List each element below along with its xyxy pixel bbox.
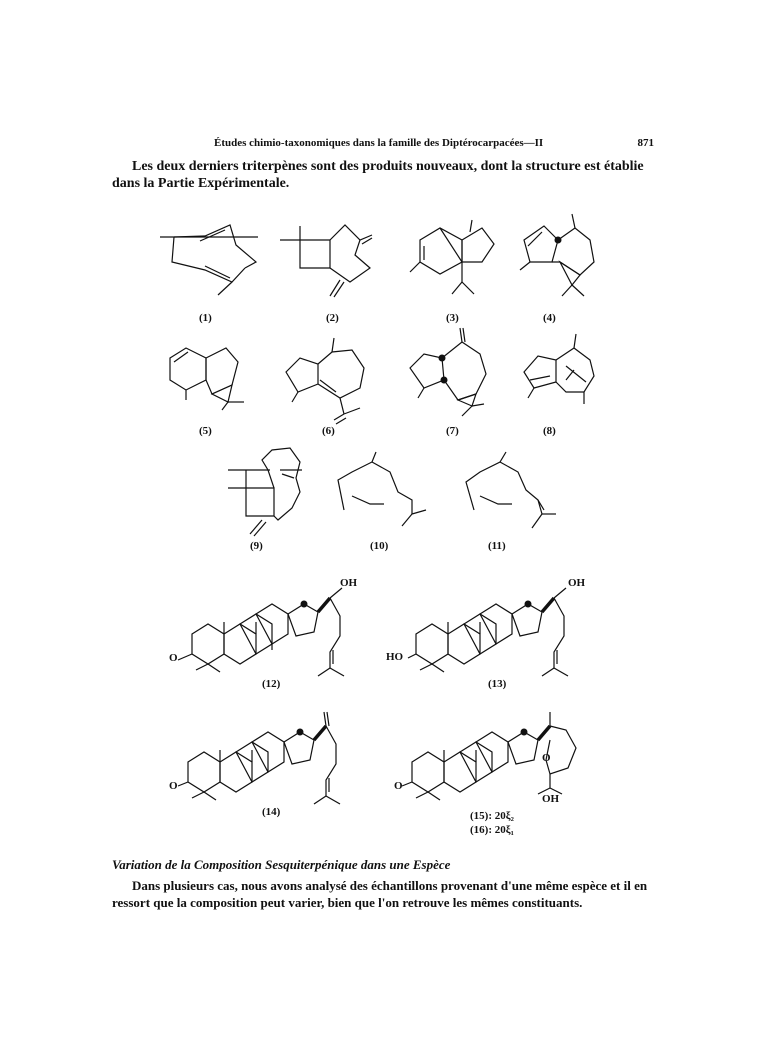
structure-12 <box>178 588 344 676</box>
structure-7 <box>410 328 486 416</box>
label-compound-10: (10) <box>370 540 389 552</box>
structure-10 <box>338 452 426 526</box>
running-title: Études chimio-taxonomiques dans la famille des Diptérocarpacées—II <box>214 137 544 149</box>
label-compound-11: (11) <box>488 540 506 552</box>
atom-label-oh-13: OH <box>568 577 586 589</box>
label-compound-6: (6) <box>322 425 335 437</box>
structure-5 <box>170 348 244 410</box>
atom-label-o-15: O <box>394 780 403 792</box>
structure-1 <box>160 225 258 295</box>
label-compound-2: (2) <box>326 312 339 324</box>
label-compound-9: (9) <box>250 540 263 552</box>
structure-4 <box>520 214 594 296</box>
atom-label-ring-o-15: O <box>542 752 551 764</box>
label-compound-8: (8) <box>543 425 556 437</box>
structure-2 <box>280 225 372 297</box>
label-compound-4: (4) <box>543 312 556 324</box>
intro-paragraph: Les deux derniers triterpènes sont des produits nouveaux, dont la structure est établie dans la Partie Expérimentale. <box>112 159 644 191</box>
structure-3 <box>410 220 494 294</box>
structure-11 <box>466 452 556 528</box>
atom-label-o-12: O <box>169 652 178 664</box>
structure-14 <box>178 712 340 804</box>
atom-label-oh-12: OH <box>340 577 358 589</box>
structure-6 <box>286 338 364 424</box>
label-compound-7: (7) <box>446 425 459 437</box>
structure-9 <box>228 448 302 536</box>
atom-label-ho-13: HO <box>386 651 404 663</box>
section-title: Variation de la Composition Sesquiterpénique dans une Espèce <box>112 857 451 872</box>
label-compound-3: (3) <box>446 312 459 324</box>
atom-label-o-14: O <box>169 780 178 792</box>
structure-13 <box>408 588 568 676</box>
label-compound-16: (16): 20ξ₁ <box>470 824 514 836</box>
label-compound-5: (5) <box>199 425 212 437</box>
label-compound-12: (12) <box>262 678 281 690</box>
structure-8 <box>524 334 594 404</box>
closing-paragraph: Dans plusieurs cas, nous avons analysé des échantillons provenant d'une même espèce et il en ressort que la composition peut varier, bien que l'on retrouve les mêmes constituants. <box>112 878 648 910</box>
atom-label-oh-15: OH <box>542 793 560 805</box>
label-compound-14: (14) <box>262 806 281 818</box>
label-compound-15: (15): 20ξ₂ <box>470 810 514 822</box>
label-compound-1: (1) <box>199 312 212 324</box>
label-compound-13: (13) <box>488 678 507 690</box>
page-number: 871 <box>637 137 654 149</box>
